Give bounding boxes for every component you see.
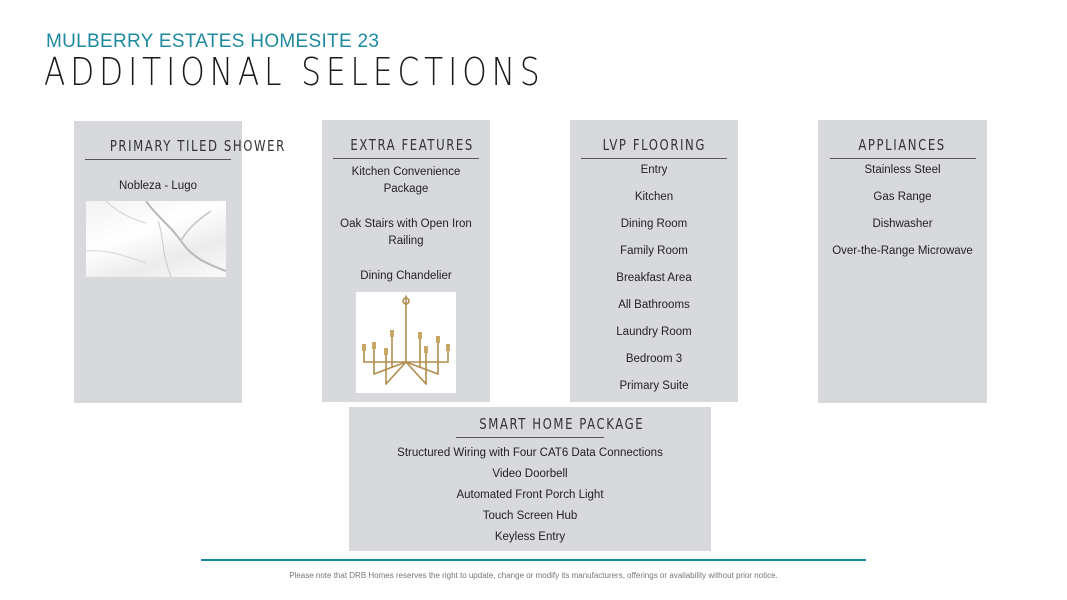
list-item: Laundry Room xyxy=(616,326,692,338)
list-item: Kitchen xyxy=(634,191,674,203)
card-heading xyxy=(333,136,479,159)
list-item: Gas Range xyxy=(873,191,932,203)
card-appliances xyxy=(818,120,987,403)
card-heading-text: PRIMARY TILED SHOWER xyxy=(109,137,286,155)
card-heading xyxy=(581,136,727,159)
list-item: Primary Suite xyxy=(619,380,689,392)
list-item: Family Room xyxy=(620,245,688,257)
list-item: Touch Screen Hub xyxy=(482,510,578,522)
list-item: Over-the-Range Microwave xyxy=(832,245,973,257)
list-item: Dining Room xyxy=(620,218,688,230)
card-smart-home-package xyxy=(349,407,711,551)
card-heading-text: EXTRA FEATURES xyxy=(350,136,474,154)
list-item: Bedroom 3 xyxy=(625,353,683,365)
card-extra-features xyxy=(322,120,490,402)
chandelier-graphic xyxy=(356,292,456,393)
marble-tile-image xyxy=(86,201,226,277)
card-heading-text: APPLIANCES xyxy=(858,136,947,154)
card-heading xyxy=(830,136,976,159)
list-item: Automated Front Porch Light xyxy=(456,489,604,501)
card-heading xyxy=(456,415,645,438)
list-item: Nobleza - Lugo xyxy=(119,180,197,192)
list-item: Dining Chandelier xyxy=(360,270,452,282)
list-item: Kitchen Convenience Package xyxy=(351,166,461,195)
list-item: Breakfast Area xyxy=(616,272,692,284)
footer-disclaimer: Please note that DRB Homes reserves the right to update, change or modify its manufacturers, offerings or availability without prior notice. xyxy=(289,571,778,580)
list-item: Entry xyxy=(640,164,668,176)
list-item: Structured Wiring with Four CAT6 Data Connections xyxy=(397,447,663,459)
list-item: Video Doorbell xyxy=(492,468,568,480)
card-heading-text: SMART HOME PACKAGE xyxy=(479,415,645,433)
chandelier-image xyxy=(356,292,456,393)
list-item: Stainless Steel xyxy=(864,164,941,176)
page-subtitle: MULBERRY ESTATES HOMESITE 23 xyxy=(46,31,380,52)
marble-veins-graphic xyxy=(86,201,226,277)
list-item: All Bathrooms xyxy=(618,299,690,311)
page-title: ADDITIONAL SELECTIONS xyxy=(44,50,545,94)
footer-divider xyxy=(201,559,866,561)
list-item: Keyless Entry xyxy=(494,531,566,543)
list-item: Dishwasher xyxy=(872,218,933,230)
card-lvp-flooring xyxy=(570,120,738,402)
card-heading xyxy=(85,137,286,160)
card-heading-text: LVP FLOORING xyxy=(602,136,706,154)
card-primary-tiled-shower xyxy=(74,121,286,403)
list-item: Oak Stairs with Open Iron Railing xyxy=(340,218,472,247)
